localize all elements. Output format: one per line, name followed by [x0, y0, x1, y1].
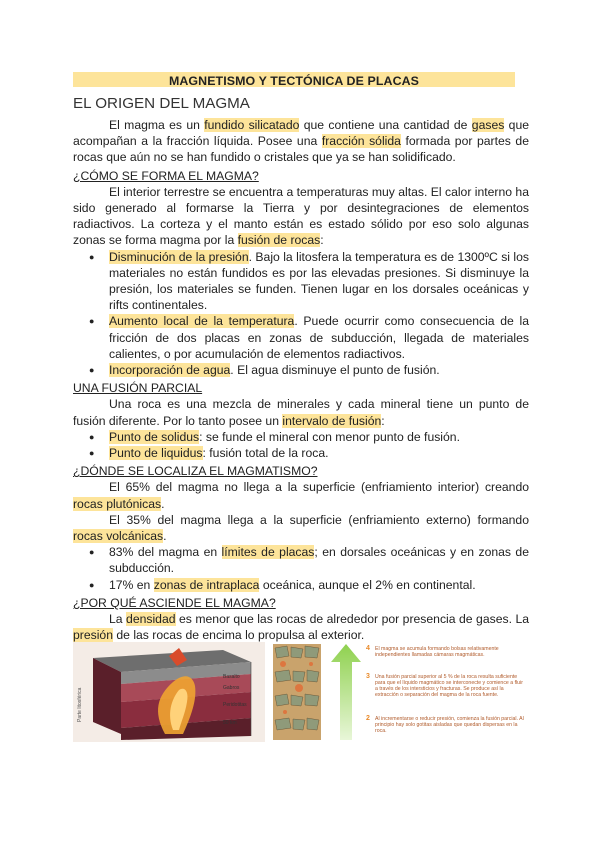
- highlight-plutonicas: rocas plutónicas: [73, 496, 162, 511]
- list-formacion: [73, 249, 529, 379]
- text-run: El 65% del magma no llega a la superficie (enfriamiento interior) creando: [109, 480, 529, 495]
- paragraph-fusion-parcial: [73, 396, 529, 428]
- text-run: .: [163, 529, 167, 544]
- rock-texture-image: [273, 644, 321, 740]
- highlight-term: Aumento local de la temperatura: [109, 314, 295, 329]
- list-item: [109, 429, 529, 445]
- list-item: [109, 249, 529, 314]
- highlight-term: Incorporación de agua: [109, 363, 231, 378]
- text-run: El 35% del magma llega a la superficie (enfriamiento externo) formando: [109, 512, 529, 527]
- step-2: [366, 715, 525, 734]
- block-diagram-image: [73, 642, 265, 742]
- heading-donde-se-localiza: ¿DÓNDE SE LOCALIZA EL MAGMATISMO?: [73, 464, 318, 479]
- text-run: oceánica, aunque el 2% en continental.: [259, 577, 476, 592]
- step-4: [366, 645, 525, 658]
- highlight-fundido: fundido silicatado: [204, 118, 300, 132]
- highlight-term: zonas de intraplaca: [153, 577, 260, 592]
- highlight-volcanicas: rocas volcánicas: [73, 529, 164, 544]
- label-basalto: Basalto: [223, 674, 240, 680]
- highlight-term: límites de placas: [221, 545, 315, 560]
- figure-magma: [73, 642, 529, 742]
- paragraph-interior-terrestre: [73, 184, 529, 249]
- list-localizacion: [73, 544, 529, 593]
- highlight-term: Punto de solidus: [109, 429, 200, 444]
- list-item: [109, 313, 529, 362]
- text-run: que contiene una cantidad de: [299, 118, 472, 132]
- text-run: :: [381, 413, 385, 428]
- paragraph-35: [73, 512, 529, 544]
- highlight-presion: presión: [73, 628, 113, 643]
- text-run: que acompañan a la fracción líquida. Posee una: [73, 118, 529, 149]
- text-run: Una roca es una mezcla de minerales y cada mineral tiene un punto de fusión diferente. Por lo tanto posee un: [73, 397, 529, 428]
- list-item: [109, 577, 529, 593]
- process-steps: [365, 644, 529, 740]
- text-run: La: [109, 612, 127, 627]
- label-gabros: Gabros: [223, 685, 240, 691]
- arrow-up-icon: [331, 644, 361, 740]
- list-item: [109, 445, 529, 461]
- highlight-term: Punto de liquidus: [109, 446, 203, 461]
- step-number: 3: [366, 673, 370, 680]
- text-run: 17% en: [109, 577, 154, 592]
- list-item: [109, 544, 529, 576]
- step-text: Una fusión parcial superior al 5 % de la roca resulta suficiente para que el líquido magmático se interconecte y comience a fluir a través de los intersticios y fracturas. Se produce así la extracción o separación del magma de la roca fuente.: [375, 674, 523, 698]
- text-run: 83% del magma en: [109, 545, 222, 560]
- step-3: [366, 673, 525, 698]
- highlight-densidad: densidad: [126, 612, 176, 627]
- text-run: de las rocas de encima lo propulsa al exterior.: [112, 628, 365, 643]
- text-run: : fusión total de la roca.: [202, 446, 329, 461]
- step-text: El magma se acumula formando bolsas relativamente independientes llamadas cámaras magmáticas.: [375, 646, 499, 658]
- text-run: es menor que las rocas de alrededor por presencia de gases. La: [175, 612, 529, 627]
- ascent-arrow: [331, 644, 361, 740]
- heading-como-se-forma: ¿CÓMO SE FORMA EL MAGMA?: [73, 168, 259, 183]
- step-number: 2: [366, 715, 370, 722]
- paragraph-magma-definition: [73, 117, 529, 166]
- heading-por-que-asciende: ¿POR QUÉ ASCIENDE EL MAGMA?: [73, 595, 276, 610]
- text-run: formada por partes de rocas que aún no se han fundido o cristales que ya se han solidificado.: [73, 134, 529, 165]
- text-run: ; en dorsales oceánicas y en zonas de subducción.: [109, 545, 529, 576]
- text-run: . Puede ocurrir como consecuencia de la fricción de dos placas en zonas de subducción, llegada de materiales calientes, o por acumulación de elementos radiactivos.: [109, 314, 529, 361]
- text-run: El magma es un: [109, 118, 205, 132]
- step-text: Al incrementarse o reducir presión, comienza la fusión parcial. Al principio hay solo gotitas aisladas que quedan dispersas en la roca.: [375, 716, 524, 734]
- heading-origen-magma: EL ORIGEN DEL MAGMA: [73, 95, 250, 112]
- highlight-term: Disminución de la presión: [109, 249, 249, 264]
- label-50km: 50 km: [223, 720, 237, 726]
- list-puntos: [73, 429, 529, 461]
- page-title: MAGNETISMO Y TECTÓNICA DE PLACAS: [168, 74, 420, 88]
- heading-fusion-parcial: UNA FUSIÓN PARCIAL: [73, 381, 203, 396]
- block-diagram: [73, 642, 265, 742]
- highlight-fusion-rocas: fusión de rocas: [237, 233, 321, 248]
- step-number: 4: [366, 645, 370, 652]
- paragraph-densidad: [73, 611, 529, 643]
- text-run: . Bajo la litosfera la temperatura es de 1300ºC si los materiales no están fundidos es por las elevadas presiones. Si disminuye la presión, los materiales se funden. Tienen lugar en los dorsales oceánicas y rifts continentales.: [109, 249, 529, 313]
- document-page: [73, 70, 529, 644]
- title-row: [73, 70, 529, 90]
- highlight-gases: gases: [471, 118, 505, 132]
- list-item: [109, 362, 529, 378]
- label-peridotitas: Peridotitas: [223, 702, 247, 708]
- rock-texture: [273, 644, 321, 740]
- text-run: . El agua disminuye el punto de fusión.: [230, 363, 440, 378]
- text-run: .: [161, 496, 165, 511]
- text-run: :: [320, 233, 324, 248]
- text-run: El interior terrestre se encuentra a temperaturas muy altas. El calor interno ha sido generado al formarse la Tierra y por desintegraciones de elementos radiactivos. La corteza y el manto están es estado sólido por eso solo algunas zonas se forma magma por la: [73, 184, 529, 248]
- paragraph-65: [73, 479, 529, 511]
- highlight-intervalo: intervalo de fusión: [282, 413, 382, 428]
- label-side: Parte litosférica: [77, 687, 83, 722]
- highlight-fraccion-solida: fracción sólida: [321, 134, 401, 149]
- text-run: : se funde el mineral con menor punto de fusión.: [199, 429, 460, 444]
